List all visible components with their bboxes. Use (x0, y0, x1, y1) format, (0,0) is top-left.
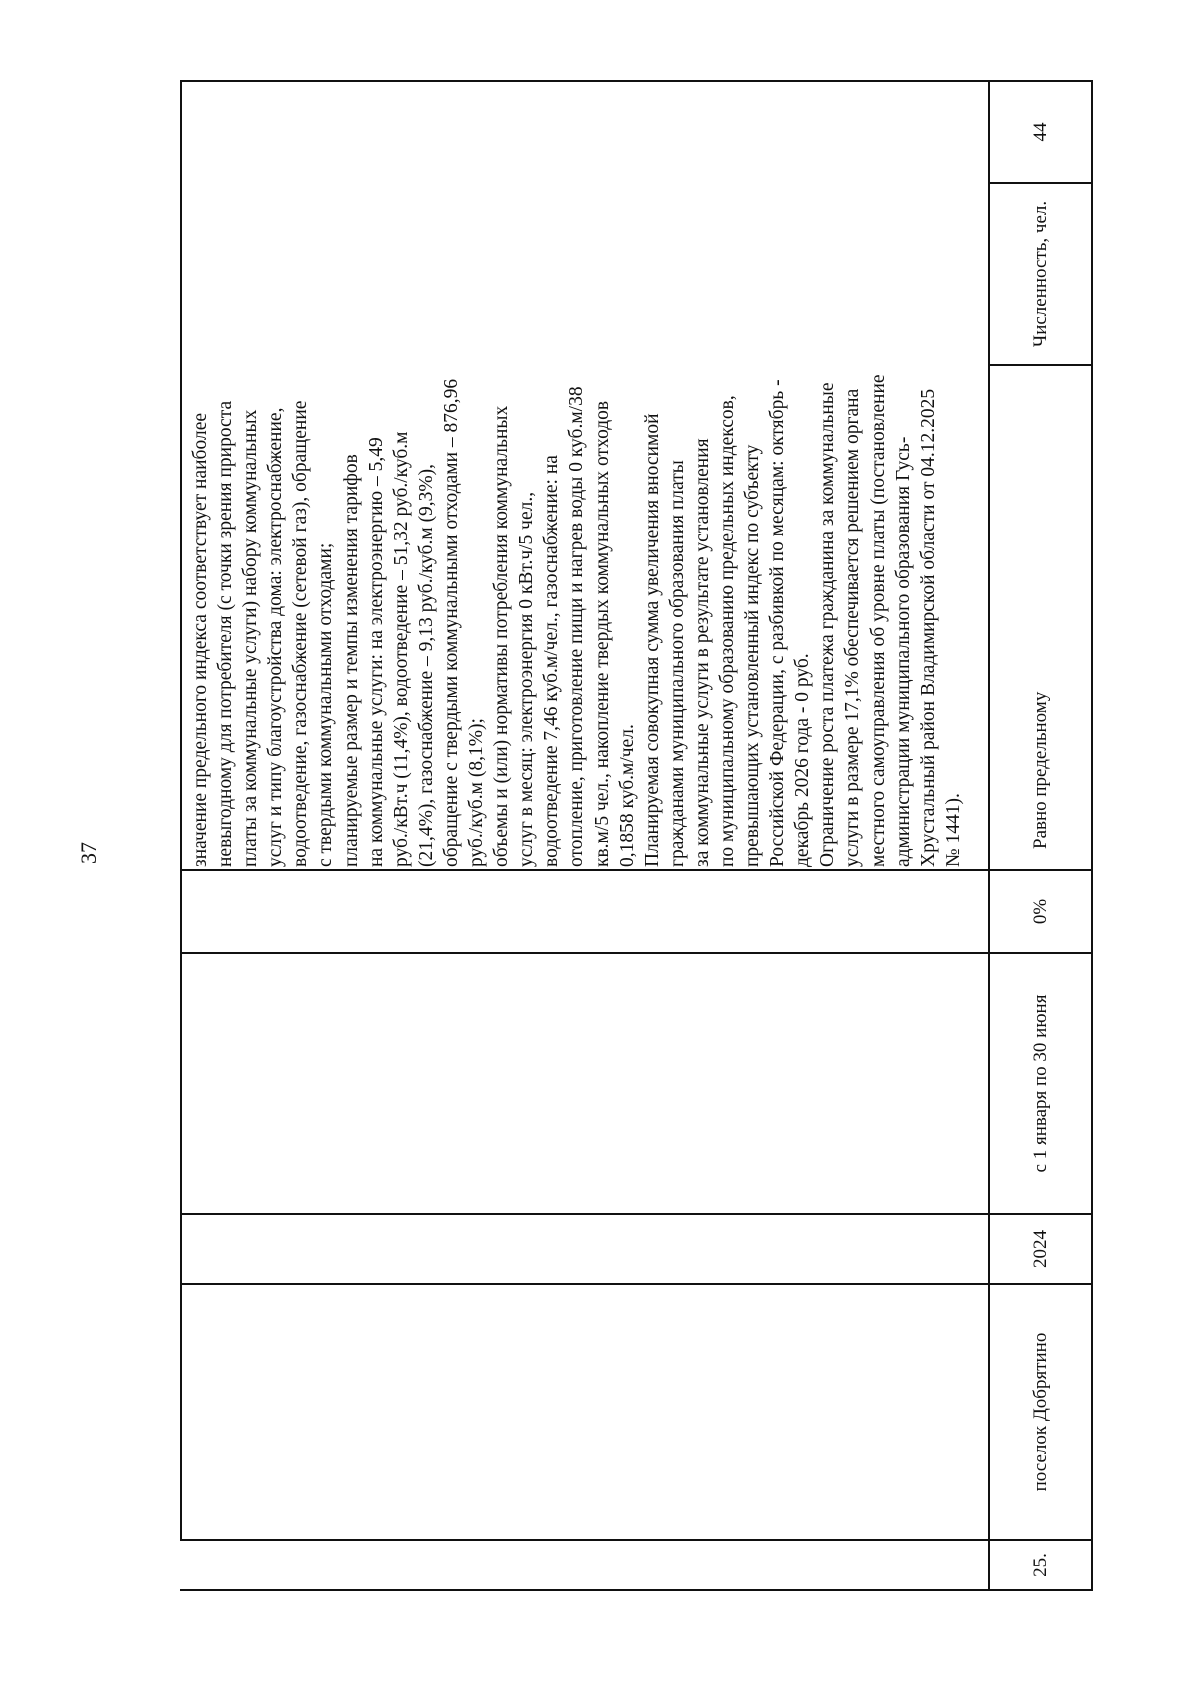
description-line: администрации муниципального образования Гусь- (892, 436, 914, 867)
description-line: услуг и типу благоустройства дома: электроснабжение, (265, 407, 287, 867)
description-line: № 1441). (942, 793, 964, 867)
description-line: платы за коммунальные услуги) набору коммунальных (240, 409, 262, 867)
description-line: за коммунальные услуги в результате установления (691, 438, 713, 867)
description-line: гражданами муниципального образования платы (666, 460, 688, 867)
period: с 1 января по 30 июня (1030, 994, 1051, 1173)
col-divider-6 (988, 364, 1093, 366)
description-line: 0,1858 куб.м/чел. (616, 724, 638, 867)
description-line: (21,4%), газоснабжение – 9,13 руб./куб.м (9,3%), (415, 463, 437, 867)
description-line: объемы и (или) нормативы потребления коммунальных (491, 405, 513, 867)
col-divider-2 (180, 1283, 1093, 1285)
description-line: Хрустальный район Владимирской области от 04.12.2025 (917, 388, 939, 867)
description-line: превышающих установленный индекс по субъекту (742, 444, 764, 867)
population-label: Численность, чел. (1030, 200, 1051, 348)
equal-to-limit-label: Равно предельному (1030, 691, 1051, 849)
col-divider-5 (180, 869, 1093, 871)
description-line: услуги в размере 17,1% обеспечивается решением органа (842, 388, 864, 867)
tariff-table (180, 80, 1093, 1591)
table-border-left (180, 1589, 1093, 1591)
description-line: Планируемая совокупная сумма увеличения вносимой (641, 413, 663, 867)
row-index: 25. (1030, 1553, 1051, 1577)
description-line: отопление, приготовление пищи и нагрев воды 0 куб.м/38 (566, 386, 588, 867)
description-line: водоотведение 7,46 куб.м/чел., газоснабжение: на (541, 455, 563, 867)
description-line: значение предельного индекса соответствует наиболее (190, 412, 211, 867)
population-value: 44 (1030, 122, 1051, 142)
description-line: услуг в месяц: электроэнергия 0 кВт.ч/5 чел., (516, 491, 538, 867)
col-divider-3 (180, 1213, 1093, 1215)
description-line: декабрь 2026 года - 0 руб. (792, 653, 814, 867)
description-line: невыгодному для потребителя (с точки зрения прироста (215, 400, 237, 867)
tariff-table-rotated (180, 80, 1093, 1591)
description-line: местного самоуправления об уровне платы (постановление (867, 374, 889, 867)
description-line: Ограничение роста платежа гражданина за коммунальные (817, 382, 839, 867)
description-line: на коммунальные услуги: на электроэнергию – 5,49 (365, 437, 387, 867)
col-divider-1 (180, 1539, 1093, 1541)
description-line: руб./кВт.ч (11,4%), водоотведение – 51,32 руб./куб.м (390, 431, 412, 867)
table-row-separator (988, 80, 990, 1591)
description-line: руб./куб.м (8,1%); (466, 718, 488, 867)
year: 2024 (1030, 1230, 1051, 1268)
table-border-bottom (1091, 80, 1093, 1591)
description-line: с твердыми коммунальными отходами; (315, 542, 337, 867)
col-divider-4 (180, 952, 1093, 954)
description-line: водоотведение, газоснабжение (сетевой газ), обращение (290, 400, 312, 867)
description-line: обращение с твердыми коммунальными отходами – 876,96 (440, 378, 462, 867)
settlement-name: поселок Добрятино (1030, 1332, 1051, 1492)
increase-percent: 0% (1030, 898, 1051, 925)
tariff-description (188, 87, 966, 867)
description-line: планируемые размер и темпы изменения тарифов (340, 454, 362, 867)
description-line: Российской Федерации, с разбивкой по месяцам: октябрь - (767, 379, 789, 867)
page-number: 37 (76, 842, 101, 864)
table-border-top (180, 80, 182, 1541)
table-border-right (180, 80, 1093, 82)
description-line: по муниципальному образованию предельных индексов, (716, 395, 738, 867)
description-line: кв.м/5 чел., накопление твердых коммунальных отходов (591, 400, 613, 867)
